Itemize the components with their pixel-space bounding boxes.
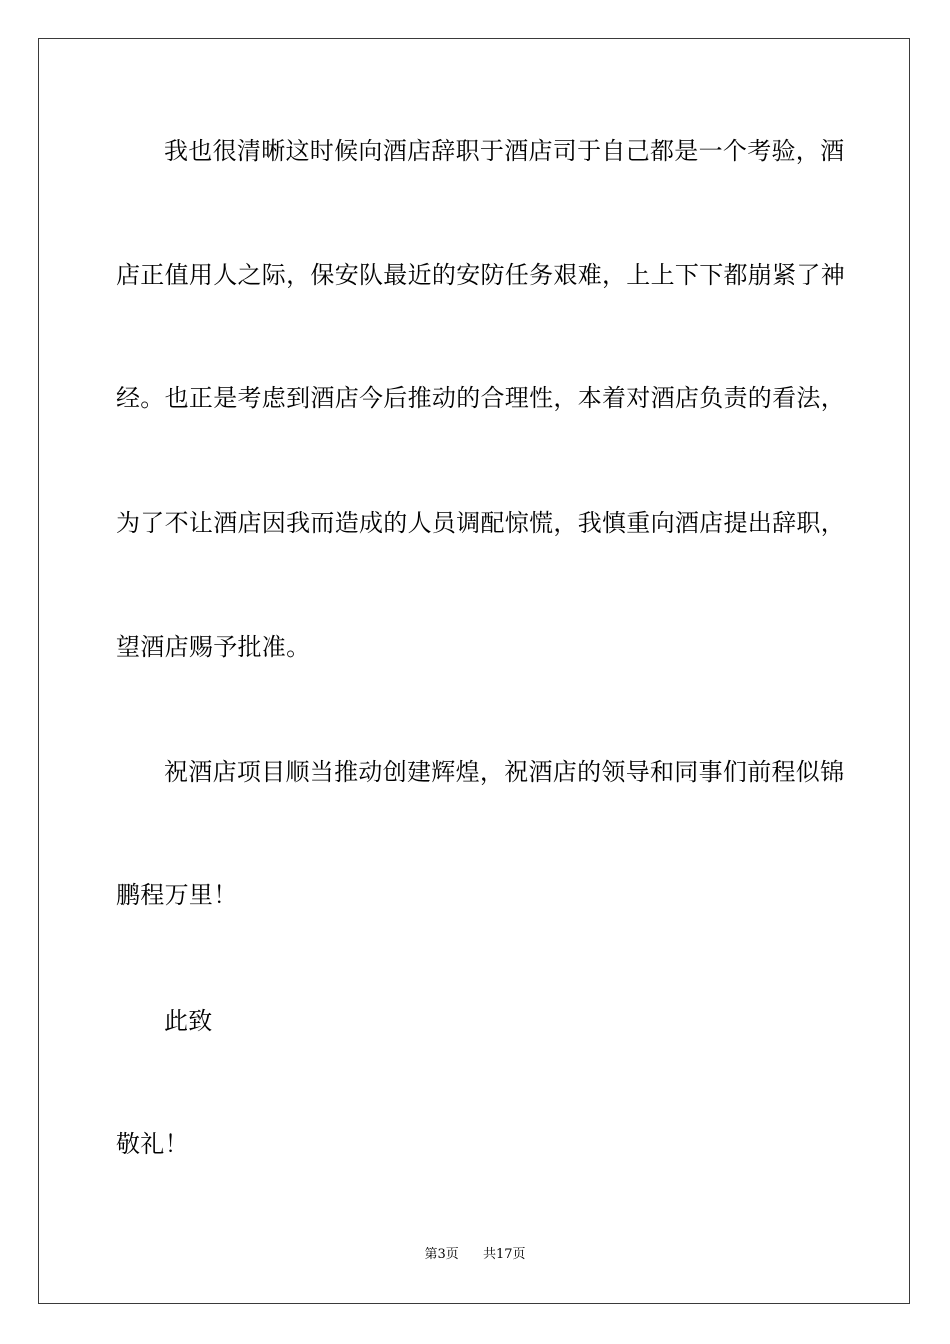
paragraph-line-2: 店正值用人之际，保安队最近的安防任务艰难，上上下下都崩紧了神 xyxy=(116,261,845,289)
paragraph-line-5: 望酒店赐予批准。 xyxy=(116,633,311,661)
page-border xyxy=(38,38,910,1304)
page-number: 第3页 xyxy=(424,1247,459,1262)
page-footer xyxy=(0,1246,950,1264)
page-total: 共17页 xyxy=(483,1247,526,1262)
closing-respect: 敬礼！ xyxy=(116,1130,189,1158)
paragraph-line-3: 经。也正是考虑到酒店今后推动的合理性，本着对酒店负责的看法， xyxy=(116,384,845,412)
closing-salutation: 此致 xyxy=(164,1007,213,1035)
paragraph-line-6: 祝酒店项目顺当推动创建辉煌，祝酒店的领导和同事们前程似锦 xyxy=(164,758,845,786)
paragraph-line-7: 鹏程万里！ xyxy=(116,881,238,909)
paragraph-line-4: 为了不让酒店因我而造成的人员调配惊慌，我慎重向酒店提出辞职， xyxy=(116,509,845,537)
paragraph-line-1: 我也很清晰这时候向酒店辞职于酒店司于自己都是一个考验，酒 xyxy=(164,137,845,165)
